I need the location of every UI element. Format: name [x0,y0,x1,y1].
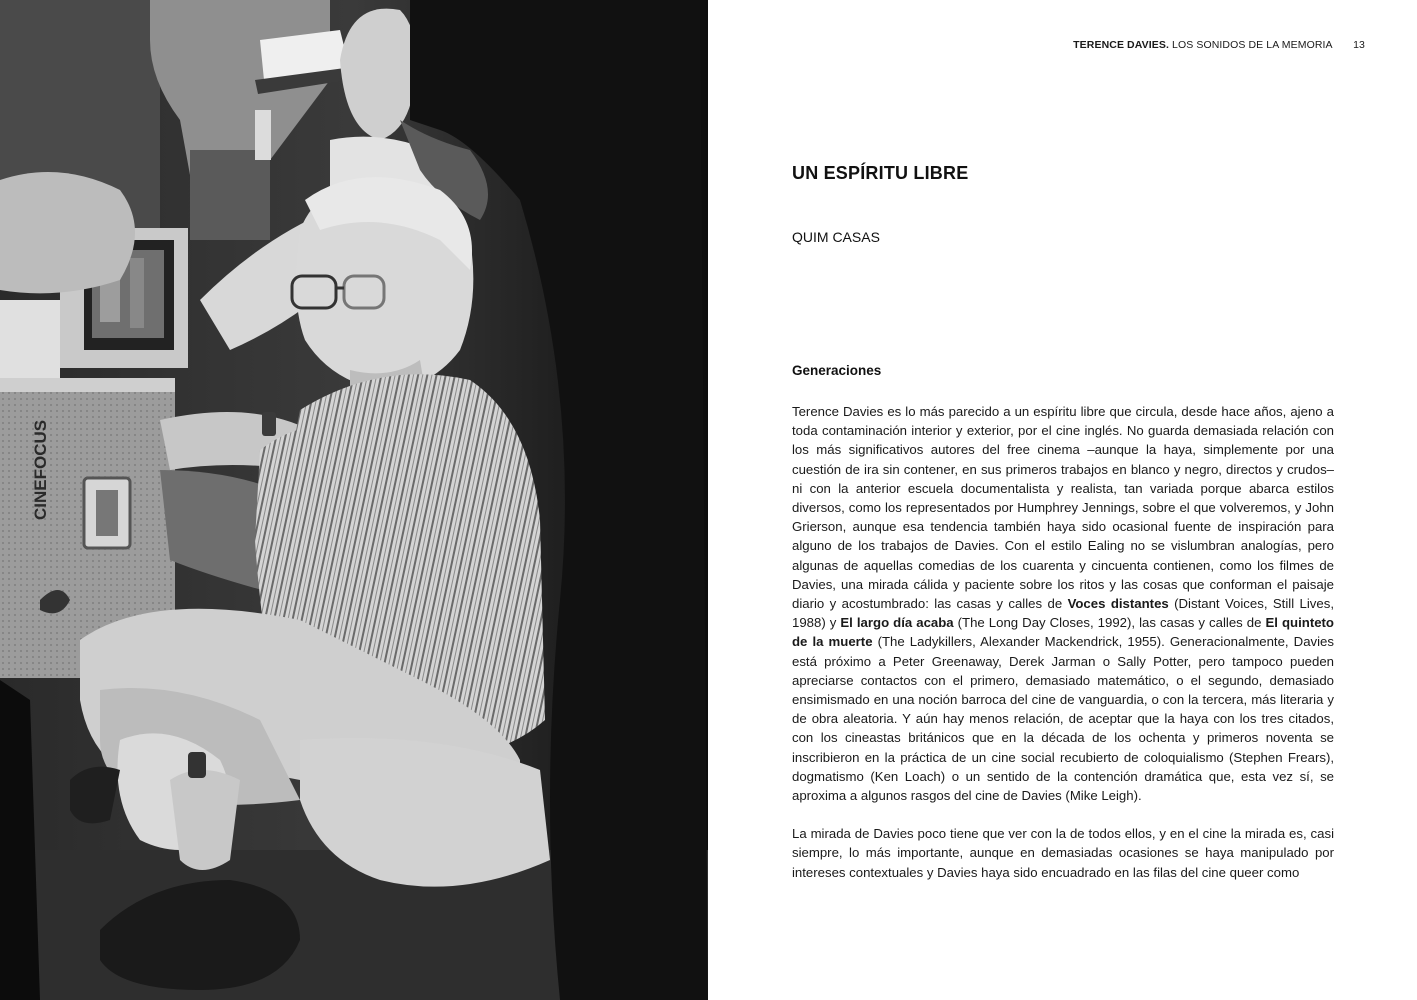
paragraph-1-part-1: Terence Davies es lo más parecido a un espíritu libre que circula, desde hace años, ajeno a toda contaminación interior y exterior, por el cine inglés. No guarda demasiada relación con los más significativos autores del free cinema –aunque la haya, simplemente por una cuestión de ira sin contener, en sus primeros trabajos en blanco y negro, directos y crudos– ni con la anterior escuela documentalista y realista, tan variada porque abarca estilos diversos, como los representados por Humphrey Jennings, sobre el que volveremos, y John Grierson, aunque esa tendencia también haya sido ocasional fuente de inspiración para alguno de los trabajos de Davies. Con el estilo Ealing no se vislumbran analogías, pero algunas de aquellas comedias de los cuarenta y cincuenta contienen, como los filmes de Davies, una mirada cálida y paciente sobre los ritos y las cosas que conforman el paisaje diario y acostumbrado: las casas y calles de [792,404,1334,612]
photo-icon [0,0,708,1000]
running-head [708,39,1417,51]
article-body [792,402,1334,882]
text-page [708,0,1417,1000]
film-title-el-largo-dia-acaba: El largo día acaba [840,615,954,631]
paragraph-1 [792,402,1334,805]
article-title: UN ESPÍRITU LIBRE [792,163,969,183]
article-author: QUIM CASAS [792,229,880,245]
film-title-voces-distantes: Voces distantes [1067,596,1169,612]
paragraph-2: La mirada de Davies poco tiene que ver con la de todos ellos, y en el cine la mirada es, casi siempre, lo más importante, aunque en demasiadas ocasiones se haya manipulado por intereses contextuales y Davies haya sido encuadrado en las filas del cine queer como [792,826,1334,880]
page-number: 13 [1353,39,1365,51]
running-head-author: TERENCE DAVIES. [1073,39,1169,51]
section-heading: Generaciones [792,363,882,378]
paragraph-1-part-4: (The Ladykillers, Alexander Mackendrick, 1955). Generacionalmente, Davies está próximo a Peter Greenaway, Derek Jarman o Sally Potter, pero tampoco pueden apreciarse contactos con el primero, demasiado matemático, o el segundo, demasiado ensimismado en una noción barroca del cine de vanguardia, o con la tercera, más literaria y de obra aleatoria. Y aún hay menos relación, de aceptar que la haya con los tres citados, con los cineastas británicos que en la década de los ochenta y primeros noventa se inscribieron en la práctica de un cine social recubierto de coloquialismo (Stephen Frears), dogmatismo (Ken Loach) o un sentido de la contención dramática que, esta vez sí, se aproxima a algunos rasgos del cine de Davies (Mike Leigh). [792,634,1334,804]
running-head-book-title: LOS SONIDOS DE LA MEMORIA [1172,39,1333,51]
photograph [0,0,708,1000]
paragraph-1-part-2: (Distant Voices, Still Lives, 1988) y [792,596,1334,631]
paragraph-1-part-3: (The Long Day Closes, 1992), las casas y calles de [953,615,1266,631]
film-title-el-quinteto-de-la-muerte: El quinteto de la muerte [792,615,1334,650]
case-lettering: CINEFOCUS [31,419,50,520]
